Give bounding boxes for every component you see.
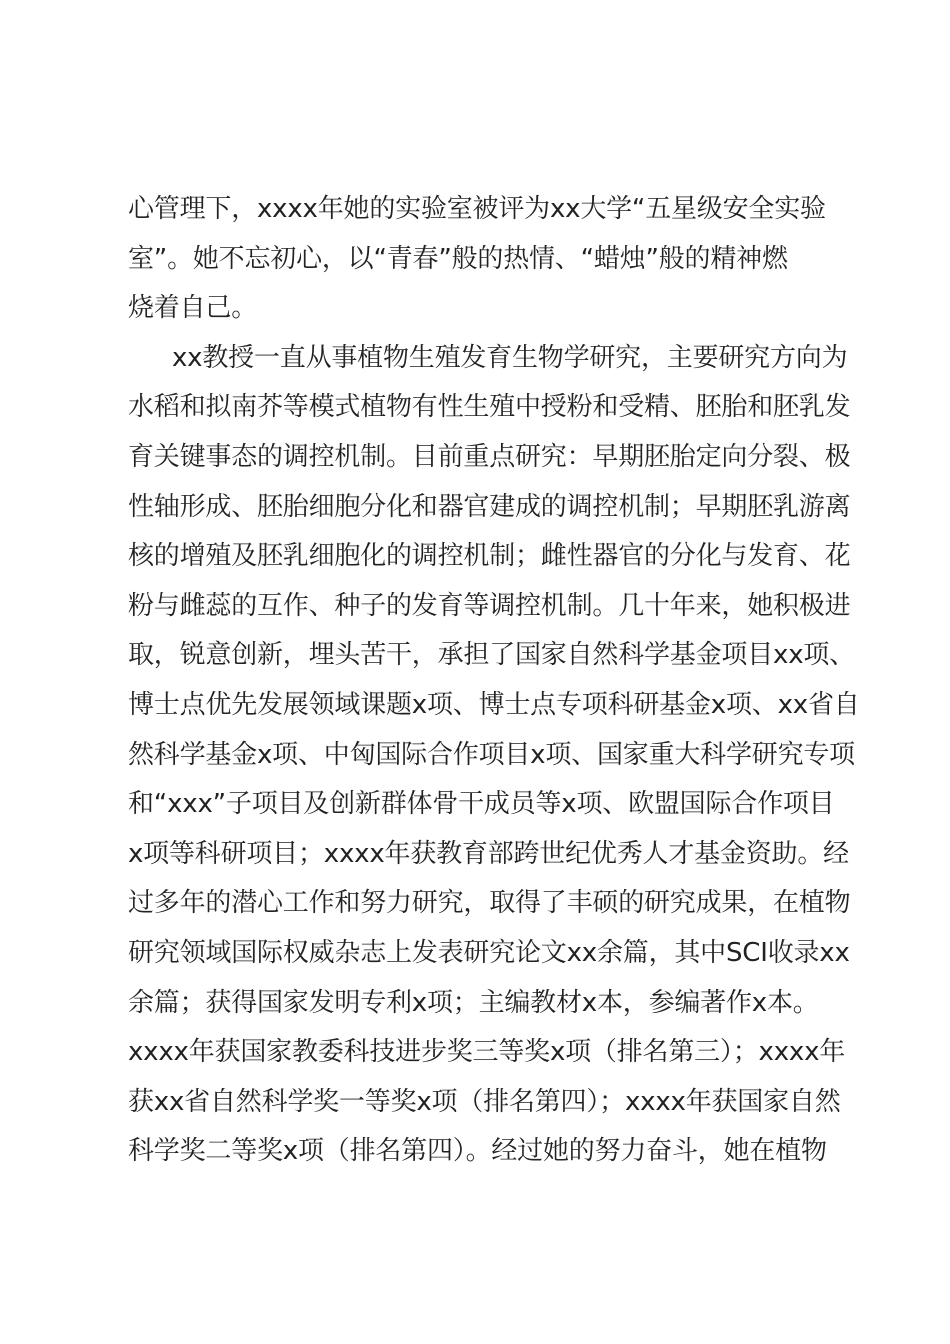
text-line: 研究领域国际权威杂志上发表研究论文xx余篇，其中SCI收录xx <box>128 937 850 968</box>
text-line: 烧着自己。 <box>128 293 258 324</box>
text-line: 获xx省自然科学奖一等奖x项（排名第四）；xxxx年获国家自然 <box>128 1086 841 1117</box>
text-line: 过多年的潜心工作和努力研究，取得了丰硕的研究成果，在植物 <box>128 888 851 919</box>
text-line: 育关键事态的调控机制。目前重点研究：早期胚胎定向分裂、极 <box>128 441 851 472</box>
text-line: 科学奖二等奖x项（排名第四）。经过她的努力奋斗，她在植物 <box>128 1136 827 1167</box>
text-line: 核的增殖及胚乳细胞化的调控机制；雌性器官的分化与发育、花 <box>128 541 851 572</box>
text-line: 室”。她不忘初心，以“青春”般的热情、“蜡烛”般的精神燃 <box>128 243 788 274</box>
text-line: 和“xxx”子项目及创新群体骨干成员等x项、欧盟国际合作项目 <box>128 789 835 820</box>
text-line: 然科学基金x项、中匈国际合作项目x项、国家重大科学研究专项 <box>128 739 855 770</box>
text-line: 取，锐意创新，埋头苦干，承担了国家自然科学基金项目xx项、 <box>128 640 855 671</box>
text-line: 水稻和拟南芥等模式植物有性生殖中授粉和受精、胚胎和胚乳发 <box>128 392 851 423</box>
text-line: 余篇；获得国家发明专利x项；主编教材x本，参编著作x本。 <box>128 987 819 1018</box>
text-line: 性轴形成、胚胎细胞分化和器官建成的调控机制；早期胚乳游离 <box>128 491 851 522</box>
paragraph-first-line: xx教授一直从事植物生殖发育生物学研究，主要研究方向为 <box>172 342 848 373</box>
text-line: 粉与雌蕊的互作、种子的发育等调控机制。几十年来，她积极进 <box>128 590 851 621</box>
text-line: 心管理下，xxxx年她的实验室被评为xx大学“五星级安全实验 <box>128 194 826 224</box>
body-text <box>128 185 868 1177</box>
text-line: 博士点优先发展领域课题x项、博士点专项科研基金x项、xx省自 <box>128 689 860 720</box>
text-line: x项等科研项目；xxxx年获教育部跨世纪优秀人才基金资助。经 <box>128 838 849 869</box>
text-line: xxxx年获国家教委科技进步奖三等奖x项（排名第三）；xxxx年 <box>128 1037 846 1068</box>
